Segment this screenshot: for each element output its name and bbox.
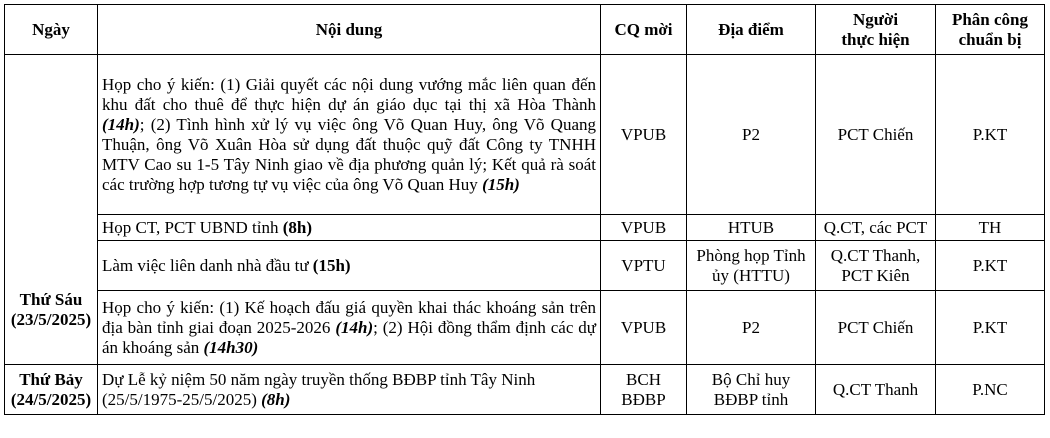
header-performer-line2: thực hiện bbox=[841, 29, 910, 49]
location-line1: Bộ Chỉ huy bbox=[711, 369, 791, 389]
agency-cell: VPUB bbox=[601, 215, 687, 241]
location-cell: HTUB bbox=[687, 215, 816, 241]
header-day: Ngày bbox=[5, 5, 98, 55]
agency-cell bbox=[601, 365, 687, 415]
assign-cell: TH bbox=[936, 215, 1045, 241]
content-text: Họp CT, PCT UBND tỉnh bbox=[102, 217, 283, 237]
location-line1: Phòng họp Tỉnh bbox=[696, 245, 806, 265]
day-date: (23/5/2025) bbox=[10, 309, 92, 329]
location-cell bbox=[687, 365, 816, 415]
performer-line1: Q.CT Thanh, bbox=[830, 245, 921, 265]
content-cell bbox=[98, 215, 601, 241]
performer-cell: Q.CT Thanh bbox=[816, 365, 936, 415]
performer-cell: Q.CT, các PCT bbox=[816, 215, 936, 241]
time-label: (8h) bbox=[261, 389, 291, 409]
content-cell bbox=[98, 241, 601, 291]
header-performer bbox=[816, 5, 936, 55]
content-text: Dự Lễ kỷ niệm 50 năm ngày truyền thống BĐBP tỉnh Tây Ninh (25/5/1975-25/5/2025) bbox=[102, 369, 536, 409]
header-assign-line1: Phân công bbox=[951, 9, 1029, 29]
location-cell: P2 bbox=[687, 55, 816, 215]
content-text: ; (2) Tình hình xử lý vụ việc ông Võ Quan Huy, ông Võ Quang Thuận, ông Võ Xuân Hòa sử dụng đất thuộc quỹ đất Công ty TNHH MTV Cao su 1-5 Tây Ninh giao về địa phương quản lý; Kết quả rà soát các trường hợp tương tự vụ việc của ông Võ Quan Huy bbox=[102, 114, 596, 194]
header-assign-line2: chuẩn bị bbox=[958, 29, 1022, 49]
header-performer-line1: Người bbox=[852, 9, 899, 29]
time-label: (14h) bbox=[335, 317, 374, 337]
day-date: (24/5/2025) bbox=[10, 389, 92, 409]
assign-cell: P.KT bbox=[936, 241, 1045, 291]
performer-cell bbox=[816, 241, 936, 291]
time-label: (14h30) bbox=[203, 337, 259, 357]
content-text: Họp cho ý kiến: (1) Kế hoạch đấu giá quyền khai thác khoáng sản trên địa bàn tỉnh giai đoạn 2025-2026 bbox=[102, 297, 596, 337]
agency-cell: VPUB bbox=[601, 55, 687, 215]
location-cell: P2 bbox=[687, 291, 816, 365]
day-cell-saturday bbox=[5, 365, 98, 415]
header-agency: CQ mời bbox=[601, 5, 687, 55]
assign-cell: P.KT bbox=[936, 55, 1045, 215]
header-content: Nội dung bbox=[98, 5, 601, 55]
content-text: ; (2) Hội đồng thẩm định các dự án khoáng sản bbox=[102, 317, 596, 357]
agency-line1: BCH bbox=[626, 369, 661, 389]
table-row bbox=[5, 215, 1045, 241]
time-label: (14h) bbox=[102, 114, 140, 134]
table-row bbox=[5, 291, 1045, 365]
day-name: Thứ Bảy bbox=[19, 369, 83, 389]
day-cell-friday bbox=[5, 55, 98, 365]
location-cell bbox=[687, 241, 816, 291]
content-cell bbox=[98, 365, 601, 415]
performer-cell: PCT Chiến bbox=[816, 55, 936, 215]
day-name: Thứ Sáu bbox=[19, 289, 83, 309]
time-label: (15h) bbox=[482, 174, 520, 194]
table-row bbox=[5, 365, 1045, 415]
assign-cell: P.NC bbox=[936, 365, 1045, 415]
content-cell bbox=[98, 55, 601, 215]
header-row bbox=[5, 5, 1045, 55]
schedule-table bbox=[4, 4, 1045, 415]
content-text: Họp cho ý kiến: (1) Giải quyết các nội dung vướng mắc liên quan đến khu đất cho thuê để thực hiện dự án giáo dục tại thị xã Hòa Thành bbox=[102, 74, 596, 114]
agency-cell: VPTU bbox=[601, 241, 687, 291]
table-row bbox=[5, 241, 1045, 291]
performer-cell: PCT Chiến bbox=[816, 291, 936, 365]
time-label: (15h) bbox=[312, 255, 351, 275]
table-row bbox=[5, 55, 1045, 215]
header-location: Địa điểm bbox=[687, 5, 816, 55]
location-line2: ủy (HTTU) bbox=[712, 265, 790, 285]
agency-cell: VPUB bbox=[601, 291, 687, 365]
time-label: (8h) bbox=[282, 217, 313, 237]
assign-cell: P.KT bbox=[936, 291, 1045, 365]
agency-line2: BĐBP bbox=[621, 389, 666, 409]
location-line2: BĐBP tỉnh bbox=[713, 389, 789, 409]
content-text: Làm việc liên danh nhà đầu tư bbox=[102, 255, 313, 275]
content-cell bbox=[98, 291, 601, 365]
header-assign bbox=[936, 5, 1045, 55]
performer-line2: PCT Kiên bbox=[841, 265, 910, 285]
